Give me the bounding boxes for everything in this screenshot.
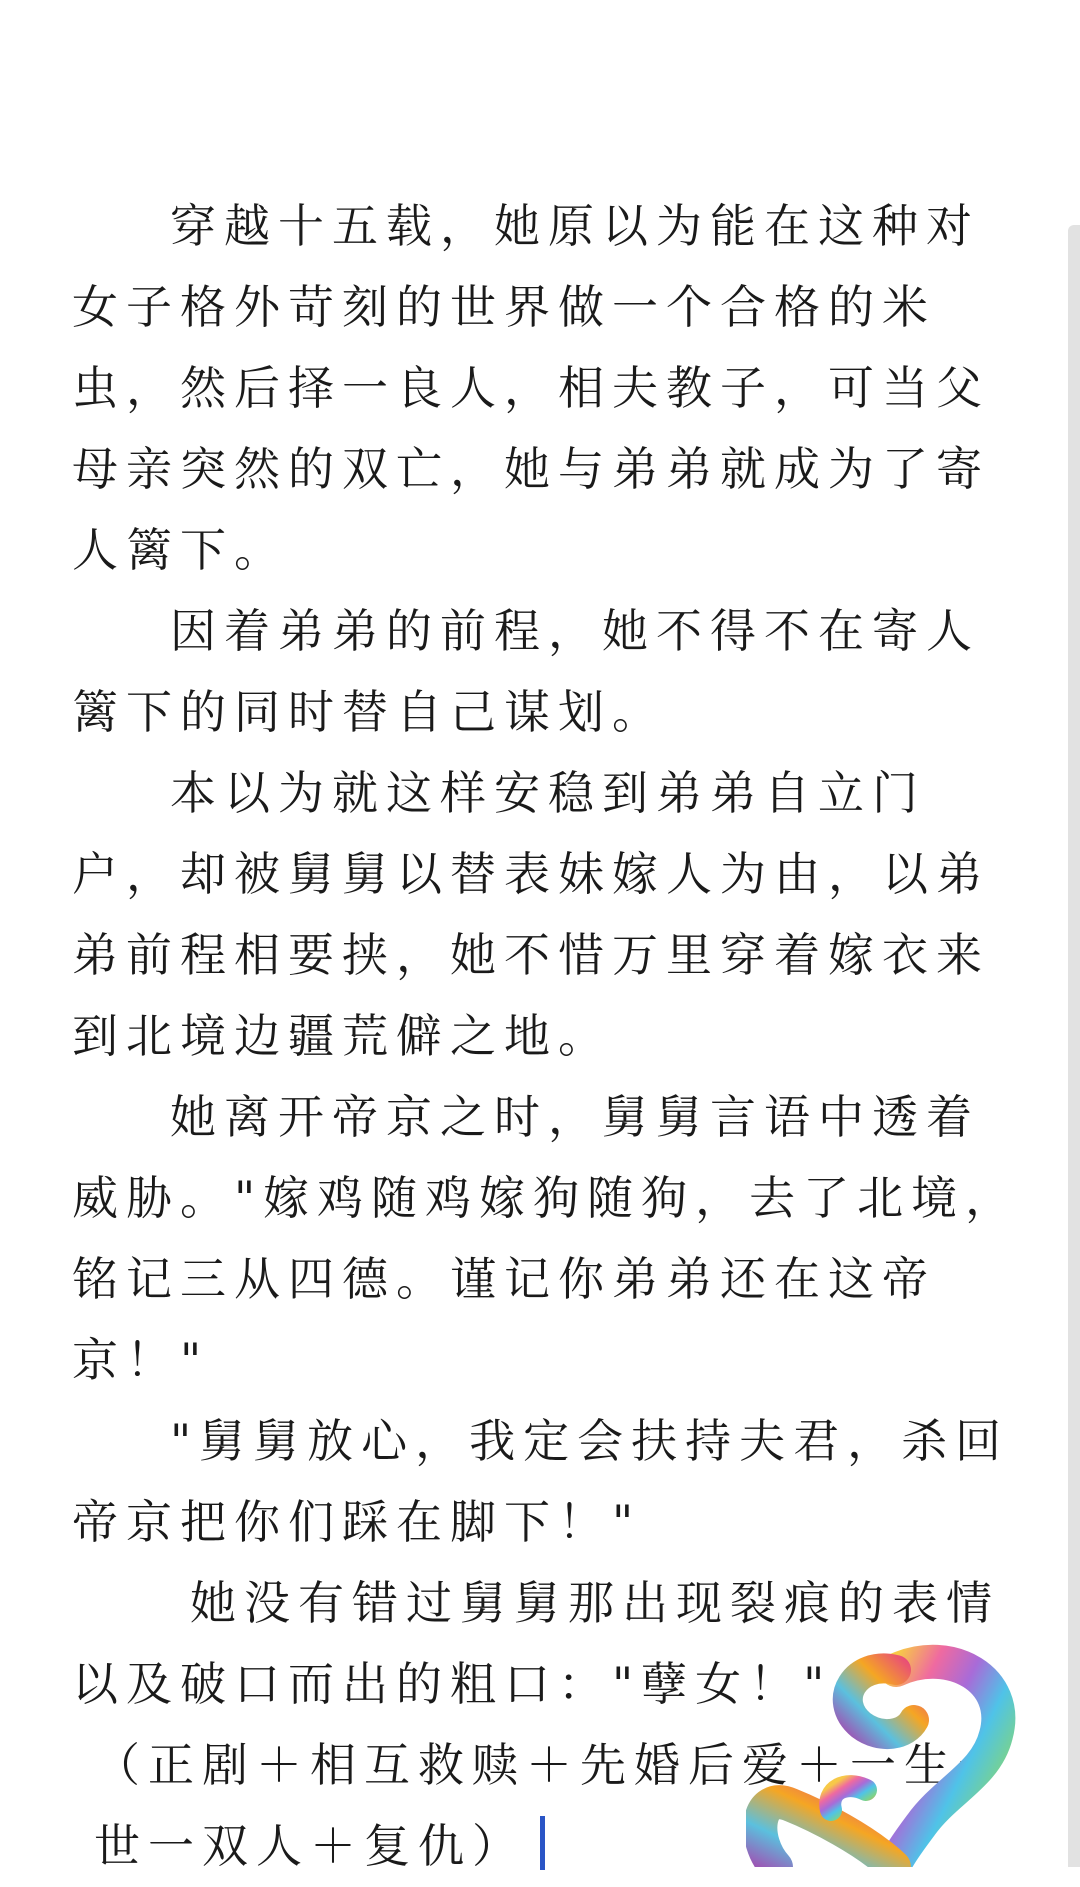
paragraph-2: 因着弟弟的前程，她不得不在寄人篱下的同时替自己谋划。 — [72, 604, 980, 739]
paragraph-3: 本以为就这样安稳到弟弟自立门户，却被舅舅以替表妹嫁人为由，以弟弟前程相要挟，她不惜万里穿着嫁衣来到北境边疆荒僻之地。 — [72, 766, 990, 1063]
scrollbar[interactable] — [1068, 225, 1080, 1867]
text-cursor — [540, 1816, 545, 1870]
tags-text: （正剧＋相互救赎＋先婚后爱＋一生一世一双人＋复仇） — [94, 1738, 1012, 1873]
paragraph-1: 穿越十五载，她原以为能在这种对女子格外苛刻的世界做一个合格的米虫，然后择一良人，相夫教子，可当父母亲突然的双亡，她与弟弟就成为了寄人篱下。 — [72, 199, 990, 577]
paragraph-5: "舅舅放心，我定会扶持夫君，杀回帝京把你们踩在脚下！" — [72, 1414, 1010, 1549]
article-body[interactable] — [72, 186, 1022, 1887]
paragraph-6: 她没有错过舅舅那出现裂痕的表情以及破口而出的粗口："孽女！" — [72, 1576, 1000, 1711]
paragraph-4: 她离开帝京之时，舅舅言语中透着威胁。"嫁鸡随鸡嫁狗随狗，去了北境，铭记三从四德。谨记你弟弟还在这帝京！" — [72, 1090, 1020, 1387]
heart-logo-icon — [746, 1640, 1016, 1867]
